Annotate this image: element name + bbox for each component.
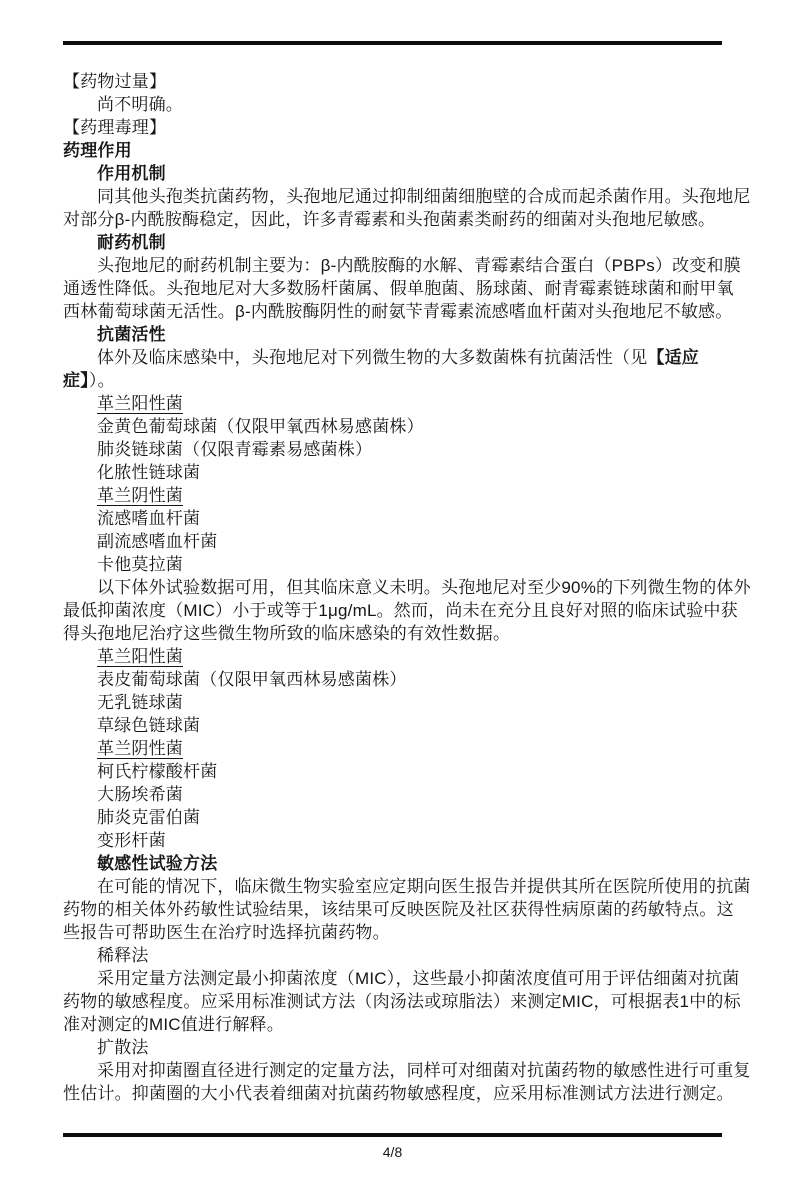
text: 以下体外试验数据可用，但其临床意义未明。头孢地尼对至少90%的下列微生物的体外 [97, 578, 751, 597]
text: 【药理毒理】 [63, 118, 167, 137]
text: ）。 [88, 371, 115, 390]
text-line [63, 438, 722, 461]
text-line [63, 875, 751, 898]
text-line [63, 277, 734, 300]
text: 肺炎链球菌（仅限青霉素易感菌株） [97, 440, 373, 459]
text-line [63, 484, 722, 507]
text-line [63, 1059, 751, 1082]
text: 柯氏柠檬酸杆菌 [97, 762, 218, 781]
text-line [63, 645, 722, 668]
text-line [63, 185, 751, 208]
text-line [63, 829, 722, 852]
text: 大肠埃希菌 [97, 785, 183, 804]
top-horizontal-rule [63, 41, 722, 45]
text-line [63, 599, 738, 622]
text: 采用对抑菌圈直径进行测定的定量方法，同样可对细菌对抗菌药物的敏感性进行可重复 [97, 1061, 751, 1080]
text: 采用定量方法测定最小抑菌浓度（MIC），这些最小抑菌浓度值可用于评估细菌对抗菌 [97, 969, 740, 988]
text-line [63, 668, 722, 691]
text: 无乳链球菌 [97, 693, 183, 712]
text-line [63, 346, 722, 369]
text: 药物的敏感程度。应采用标准测试方法（肉汤法或琼脂法）来测定MIC，可根据表1中的标 [63, 992, 741, 1011]
bold-text: 抗菌活性 [97, 325, 166, 344]
page-number: 4/8 [382, 1144, 403, 1160]
text-line [63, 208, 722, 231]
text-line [63, 944, 722, 967]
text-line [63, 783, 722, 806]
text: 最低抑菌浓度（MIC）小于或等于1μg/mL。然而，尚未在充分且良好对照的临床试验中获 [63, 601, 738, 620]
text-line [63, 806, 722, 829]
text-line [63, 760, 722, 783]
text: 尚不明确。 [97, 95, 183, 114]
text-line [63, 1013, 722, 1036]
text-line [63, 691, 722, 714]
text-line [63, 898, 734, 921]
text-line [63, 392, 722, 415]
text-line [63, 737, 722, 760]
text: 表皮葡萄球菌（仅限甲氧西林易感菌株） [97, 670, 407, 689]
text: 得头孢地尼治疗这些微生物所致的临床感染的有效性数据。 [63, 624, 511, 643]
text: 同其他头孢类抗菌药物，头孢地尼通过抑制细菌细胞壁的合成而起杀菌作用。头孢地尼 [97, 187, 751, 206]
text: 药物的相关体外药敏性试验结果，该结果可反映医院及社区获得性病原菌的药敏特点。这 [63, 900, 734, 919]
underlined-text: 革兰阴性菌 [97, 739, 183, 758]
text-line [63, 139, 722, 162]
text: 体外及临床感染中，头孢地尼对下列微生物的大多数菌株有抗菌活性（见 [97, 348, 648, 367]
text-line [63, 507, 722, 530]
text-line [63, 93, 722, 116]
text: 西林葡萄球菌无活性。β-内酰胺酶阴性的耐氨苄青霉素流感嗜血杆菌对头孢地尼不敏感。 [63, 302, 733, 321]
text: 些报告可帮助医生在治疗时选择抗菌药物。 [63, 923, 390, 942]
text-line [63, 576, 751, 599]
bottom-horizontal-rule [63, 1133, 722, 1137]
text-line [63, 231, 722, 254]
bold-text: 【适应 [647, 348, 700, 367]
text: 草绿色链球菌 [97, 716, 201, 735]
text-line [63, 1036, 722, 1059]
text-line [63, 714, 722, 737]
text-line [63, 1082, 734, 1105]
text-line [63, 162, 722, 185]
text-line [63, 461, 722, 484]
text: 在可能的情况下，临床微生物实验室应定期向医生报告并提供其所在医院所使用的抗菌 [97, 877, 751, 896]
text: 流感嗜血杆菌 [97, 509, 201, 528]
text: 肺炎克雷伯菌 [97, 808, 201, 827]
document-lines [63, 70, 751, 1105]
text: 【药物过量】 [63, 72, 167, 91]
text: 通透性降低。头孢地尼对大多数肠杆菌属、假单胞菌、肠球菌、耐青霉素链球菌和耐甲氧 [63, 279, 734, 298]
text-line [63, 369, 722, 392]
text: 化脓性链球菌 [97, 463, 201, 482]
text-line [63, 116, 722, 139]
text-line [63, 300, 733, 323]
bold-text: 敏感性试验方法 [97, 854, 218, 873]
text: 卡他莫拉菌 [97, 555, 183, 574]
text-line [63, 990, 741, 1013]
text-line [63, 553, 722, 576]
text-line [63, 852, 722, 875]
text: 扩散法 [97, 1038, 149, 1057]
text: 头孢地尼的耐药机制主要为：β-内酰胺酶的水解、青霉素结合蛋白（PBPs）改变和膜 [97, 256, 741, 275]
text-line [63, 622, 722, 645]
text: 准对测定的MIC值进行解释。 [63, 1015, 284, 1034]
bold-text: 药理作用 [63, 141, 132, 160]
text: 金黄色葡萄球菌（仅限甲氧西林易感菌株） [97, 417, 424, 436]
underlined-text: 革兰阳性菌 [97, 394, 183, 413]
text-line [63, 323, 722, 346]
underlined-text: 革兰阴性菌 [97, 486, 183, 505]
text: 变形杆菌 [97, 831, 166, 850]
text-line [63, 530, 722, 553]
text: 副流感嗜血杆菌 [97, 532, 218, 551]
text: 稀释法 [97, 946, 149, 965]
text: 对部分β-内酰胺酶稳定，因此，许多青霉素和头孢菌素类耐药的细菌对头孢地尼敏感。 [63, 210, 716, 229]
text-line [63, 254, 741, 277]
text-line [63, 415, 722, 438]
bold-text: 症】 [63, 371, 89, 390]
text-line [63, 70, 722, 93]
text-line [63, 921, 722, 944]
bold-text: 耐药机制 [97, 233, 166, 252]
text: 性估计。抑菌圈的大小代表着细菌对抗菌药物敏感程度，应采用标准测试方法进行测定。 [63, 1084, 734, 1103]
text-line [63, 967, 740, 990]
bold-text: 作用机制 [97, 164, 166, 183]
underlined-text: 革兰阳性菌 [97, 647, 183, 666]
